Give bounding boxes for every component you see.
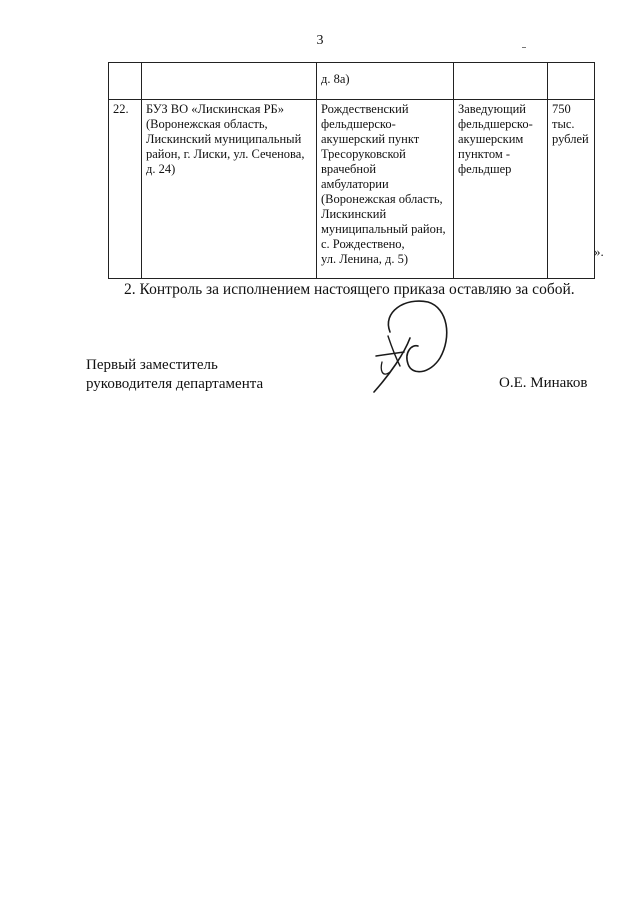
facility-line: Лискинский bbox=[321, 207, 387, 221]
cell-location-tail bbox=[317, 63, 454, 100]
position-line: фельдшер bbox=[458, 162, 512, 176]
facility-line: (Воронежская область, bbox=[321, 192, 443, 206]
facility-line: Тресоруковской bbox=[321, 147, 406, 161]
organization-line: (Воронежская область, bbox=[146, 117, 268, 131]
facility-line: муниципальный район, bbox=[321, 222, 446, 236]
position-line: акушерским bbox=[458, 132, 524, 146]
row-number: 22. bbox=[113, 102, 129, 116]
signatory-title-line-2: руководителя департамента bbox=[86, 376, 264, 392]
facility-line: врачебной bbox=[321, 162, 377, 176]
page-number: 3 bbox=[316, 33, 324, 48]
facility-line: фельдшерско- bbox=[321, 117, 396, 131]
cell-position bbox=[454, 100, 548, 279]
signatory-title-line-1: Первый заместитель bbox=[86, 357, 218, 373]
facility-line: Рождественский bbox=[321, 102, 409, 116]
cell-organization bbox=[142, 63, 317, 100]
cell-amount bbox=[548, 100, 595, 279]
scan-artifact bbox=[522, 47, 526, 48]
facility-line: с. Рождествено, bbox=[321, 237, 405, 251]
facility-line: ул. Ленина, д. 5) bbox=[321, 252, 409, 266]
cell-organization bbox=[142, 100, 317, 279]
table-row-22 bbox=[109, 100, 595, 279]
amount-line: рублей bbox=[552, 132, 589, 146]
organization-line: БУЗ ВО «Лискинская РБ» bbox=[146, 102, 284, 116]
facility-line: акушерский пункт bbox=[321, 132, 420, 146]
location-tail: д. 8а) bbox=[321, 72, 350, 86]
handwritten-signature-icon bbox=[360, 292, 460, 398]
signatory-title bbox=[86, 356, 263, 394]
facility-line: амбулатории bbox=[321, 177, 389, 191]
paragraph-item-2: 2. Контроль за исполнением настоящего приказа оставляю за собой. bbox=[124, 281, 575, 298]
position-line: пунктом - bbox=[458, 147, 511, 161]
position-line: Заведующий bbox=[458, 102, 526, 116]
cell-facility bbox=[317, 100, 454, 279]
position-line: фельдшерско- bbox=[458, 117, 533, 131]
cell-position bbox=[454, 63, 548, 100]
signer-name: О.Е. Минаков bbox=[499, 375, 588, 391]
cell-number bbox=[109, 63, 142, 100]
organization-line: Лискинский муниципальный bbox=[146, 132, 302, 146]
table-row-continuation bbox=[109, 63, 595, 100]
cell-row-number bbox=[109, 100, 142, 279]
closing-quote: ». bbox=[594, 244, 604, 259]
organization-line: д. 24) bbox=[146, 162, 176, 176]
amount-line: 750 bbox=[552, 102, 571, 116]
amount-line: тыс. bbox=[552, 117, 575, 131]
cell-amount bbox=[548, 63, 595, 100]
organization-line: район, г. Лиски, ул. Сеченова, bbox=[146, 147, 305, 161]
document-table bbox=[108, 62, 595, 279]
